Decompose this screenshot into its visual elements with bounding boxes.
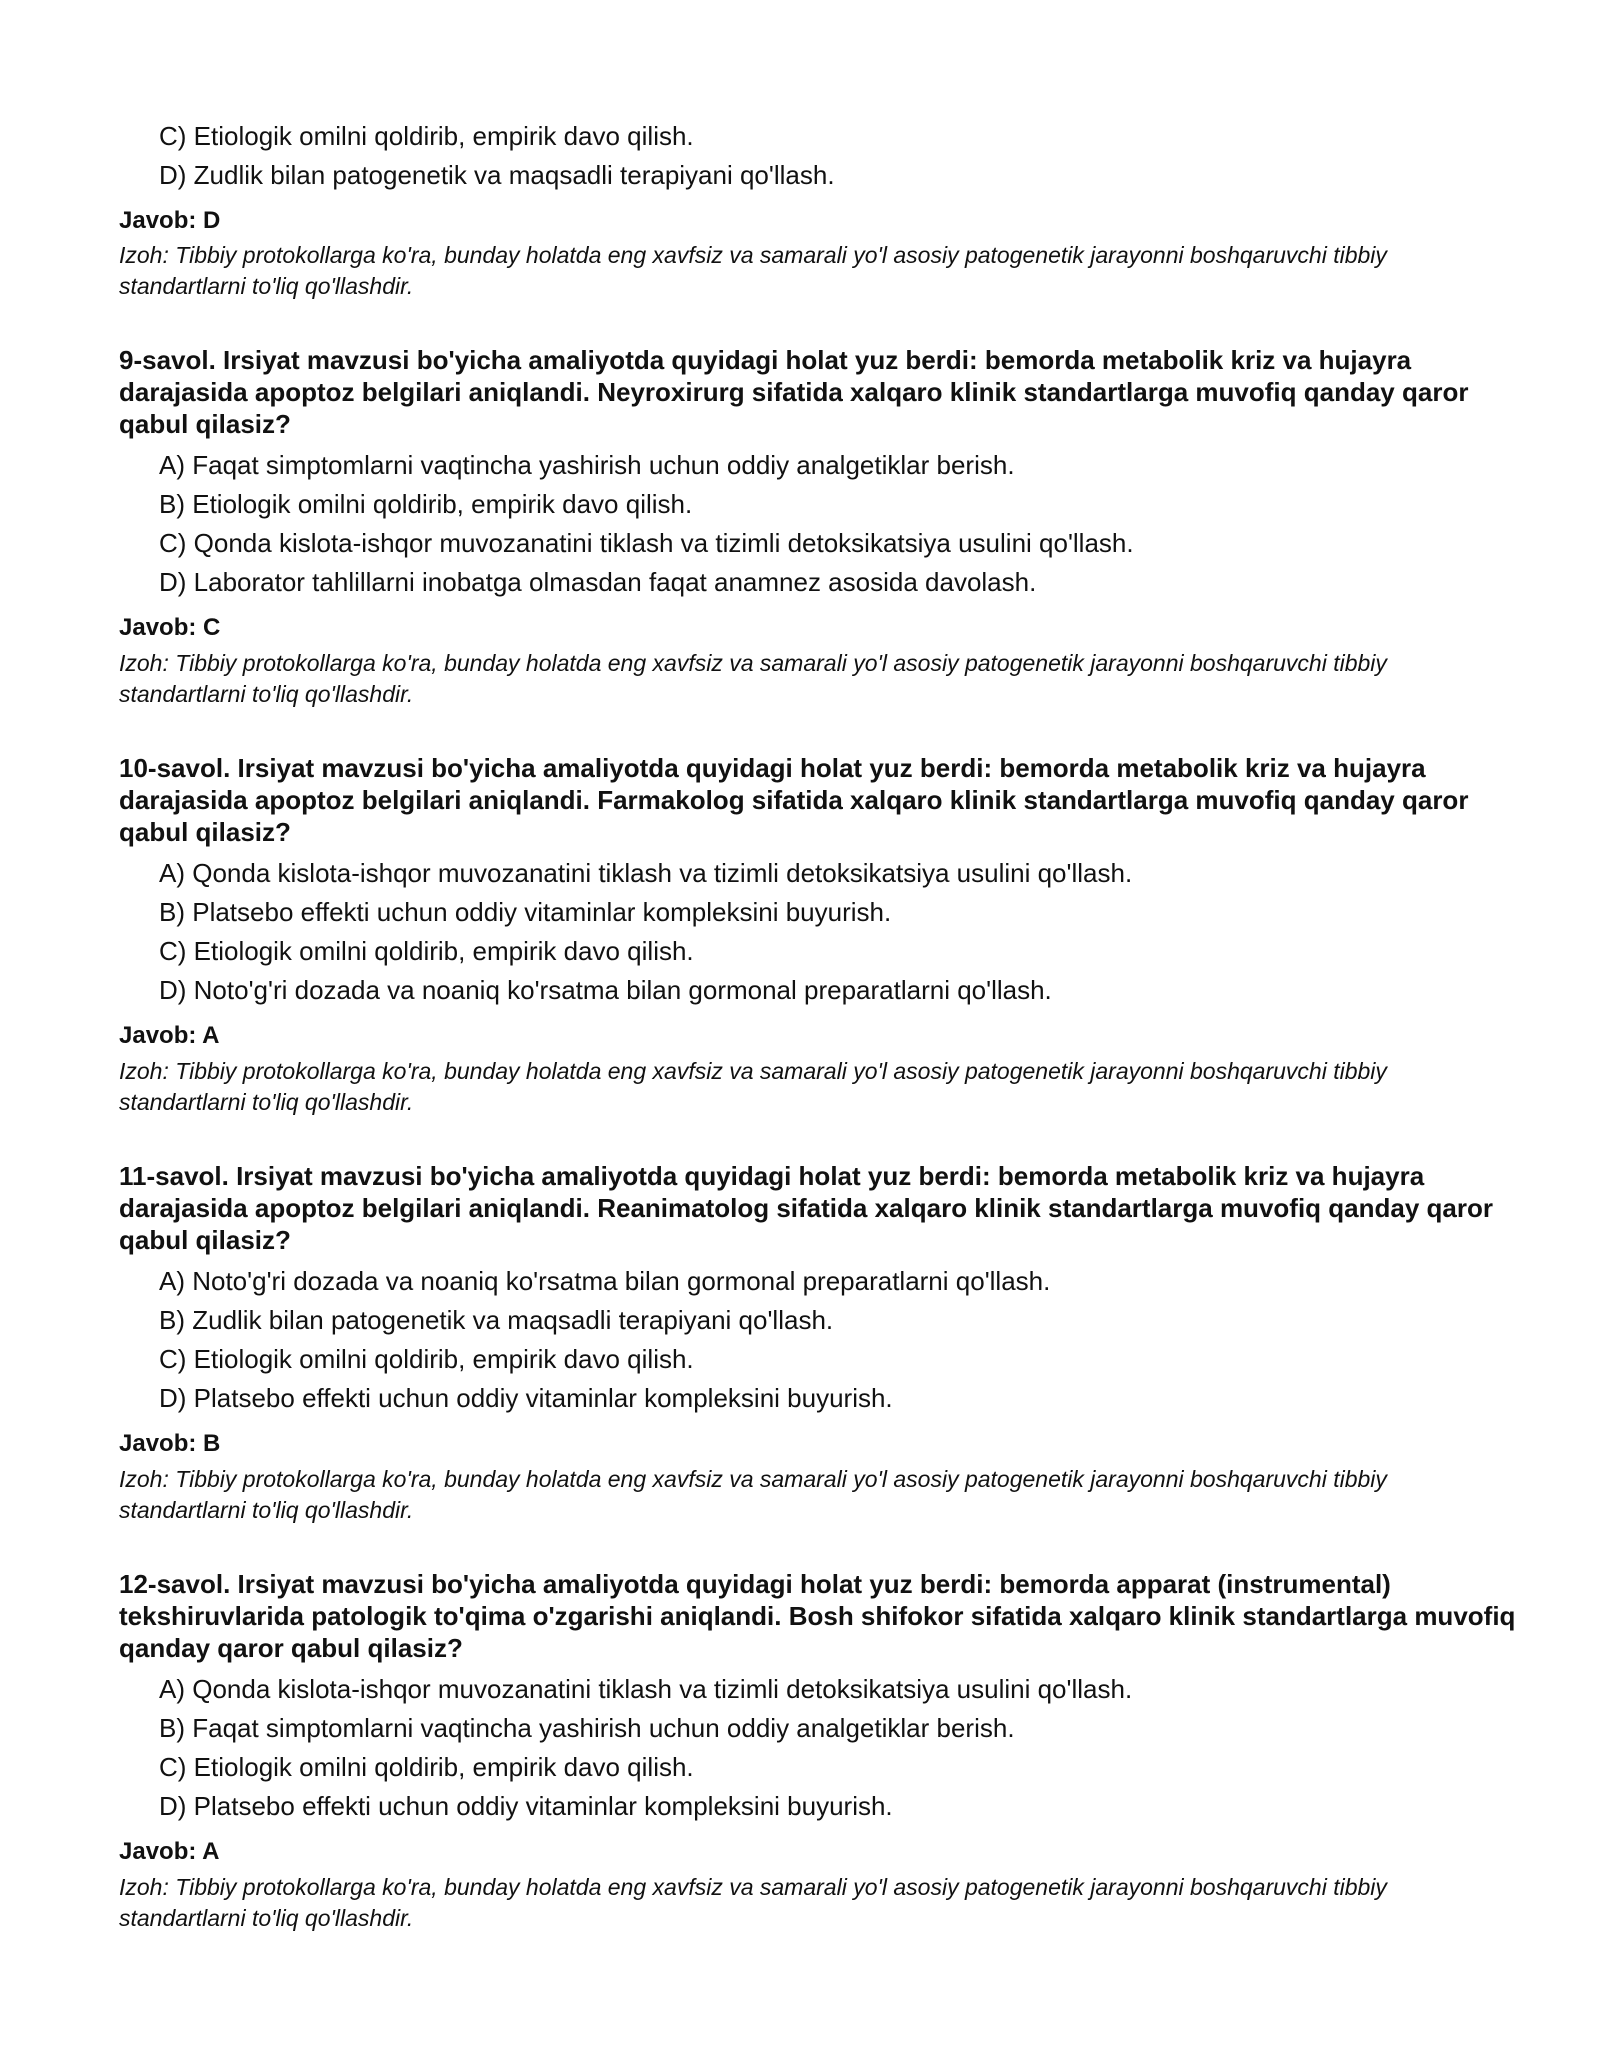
question-title: 9-savol. Irsiyat mavzusi bo'yicha amaliyotda quyidagi holat yuz berdi: bemorda metabolik kriz va hujayra darajasida apoptoz belgilari aniqlandi. Neyroxirurg sifatida xalqaro klinik standartlarga muvofiq qanday qaror qabul qilasiz? <box>119 345 1469 439</box>
question-title: 10-savol. Irsiyat mavzusi bo'yicha amaliyotda quyidagi holat yuz berdi: bemorda metabolik kriz va hujayra darajasida apoptoz belgilari aniqlandi. Farmakolog sifatida xalqaro klinik standartlarga muvofiq qanday qaror qabul qilasiz? <box>119 753 1469 847</box>
option-c: C) Etiologik omilni qoldirib, empirik davo qilish. <box>159 1344 694 1374</box>
question-title: 12-savol. Irsiyat mavzusi bo'yicha amaliyotda quyidagi holat yuz berdi: bemorda apparat (instrumental) tekshiruvlarida patologik to'qima o'zgarishi aniqlandi. Bosh shifokor sifatida xalqaro klinik standartlarga muvofiq qanday qaror qabul qilasiz? <box>119 1569 1516 1663</box>
question-title: 11-savol. Irsiyat mavzusi bo'yicha amaliyotda quyidagi holat yuz berdi: bemorda metabolik kriz va hujayra darajasida apoptoz belgilari aniqlandi. Reanimatolog sifatida xalqaro klinik standartlarga muvofiq qanday qaror qabul qilasiz? <box>119 1161 1493 1255</box>
explanation-note: Izoh: Tibbiy protokollarga ko'ra, bunday holatda eng xavfsiz va samarali yo'l asosiy patogenetik jarayonni boshqaruvchi tibbiy standartlarni to'liq qo'llashdir. <box>119 242 1387 299</box>
answer-label: Javob: A <box>119 1838 220 1865</box>
option-d: D) Noto'g'ri dozada va noaniq ko'rsatma bilan gormonal preparatlarni qo'llash. <box>159 975 1052 1005</box>
explanation-note: Izoh: Tibbiy protokollarga ko'ra, bunday holatda eng xavfsiz va samarali yo'l asosiy patogenetik jarayonni boshqaruvchi tibbiy standartlarni to'liq qo'llashdir. <box>119 650 1387 707</box>
answer-label: Javob: D <box>119 207 221 234</box>
option-c: C) Etiologik omilni qoldirib, empirik davo qilish. <box>159 936 694 966</box>
option-d: D) Platsebo effekti uchun oddiy vitaminlar kompleksini buyurish. <box>159 1791 893 1821</box>
option-c: C) Etiologik omilni qoldirib, empirik davo qilish. <box>159 1752 694 1782</box>
option-c: C) Etiologik omilni qoldirib, empirik davo qilish. <box>159 121 694 151</box>
option-b: B) Etiologik omilni qoldirib, empirik davo qilish. <box>159 489 693 519</box>
answer-label: Javob: B <box>119 1430 221 1457</box>
option-d: D) Laborator tahlillarni inobatga olmasdan faqat anamnez asosida davolash. <box>159 567 1037 597</box>
option-b: B) Faqat simptomlarni vaqtincha yashirish uchun oddiy analgetiklar berish. <box>159 1713 1015 1743</box>
option-b: B) Platsebo effekti uchun oddiy vitaminlar kompleksini buyurish. <box>159 897 892 927</box>
option-a: A) Noto'g'ri dozada va noaniq ko'rsatma bilan gormonal preparatlarni qo'llash. <box>159 1266 1051 1296</box>
option-a: A) Qonda kislota-ishqor muvozanatini tiklash va tizimli detoksikatsiya usulini qo'llash. <box>159 858 1133 888</box>
explanation-note: Izoh: Tibbiy protokollarga ko'ra, bunday holatda eng xavfsiz va samarali yo'l asosiy patogenetik jarayonni boshqaruvchi tibbiy standartlarni to'liq qo'llashdir. <box>119 1058 1387 1115</box>
explanation-note: Izoh: Tibbiy protokollarga ko'ra, bunday holatda eng xavfsiz va samarali yo'l asosiy patogenetik jarayonni boshqaruvchi tibbiy standartlarni to'liq qo'llashdir. <box>119 1874 1387 1931</box>
option-d: D) Platsebo effekti uchun oddiy vitaminlar kompleksini buyurish. <box>159 1383 893 1413</box>
explanation-note: Izoh: Tibbiy protokollarga ko'ra, bunday holatda eng xavfsiz va samarali yo'l asosiy patogenetik jarayonni boshqaruvchi tibbiy standartlarni to'liq qo'llashdir. <box>119 1466 1387 1523</box>
option-a: A) Faqat simptomlarni vaqtincha yashirish uchun oddiy analgetiklar berish. <box>159 450 1015 480</box>
option-c: C) Qonda kislota-ishqor muvozanatini tiklash va tizimli detoksikatsiya usulini qo'llash. <box>159 528 1134 558</box>
option-d: D) Zudlik bilan patogenetik va maqsadli terapiyani qo'llash. <box>159 160 835 190</box>
answer-label: Javob: A <box>119 1022 220 1049</box>
answer-label: Javob: C <box>119 614 221 641</box>
option-b: B) Zudlik bilan patogenetik va maqsadli terapiyani qo'llash. <box>159 1305 834 1335</box>
option-a: A) Qonda kislota-ishqor muvozanatini tiklash va tizimli detoksikatsiya usulini qo'llash. <box>159 1674 1133 1704</box>
